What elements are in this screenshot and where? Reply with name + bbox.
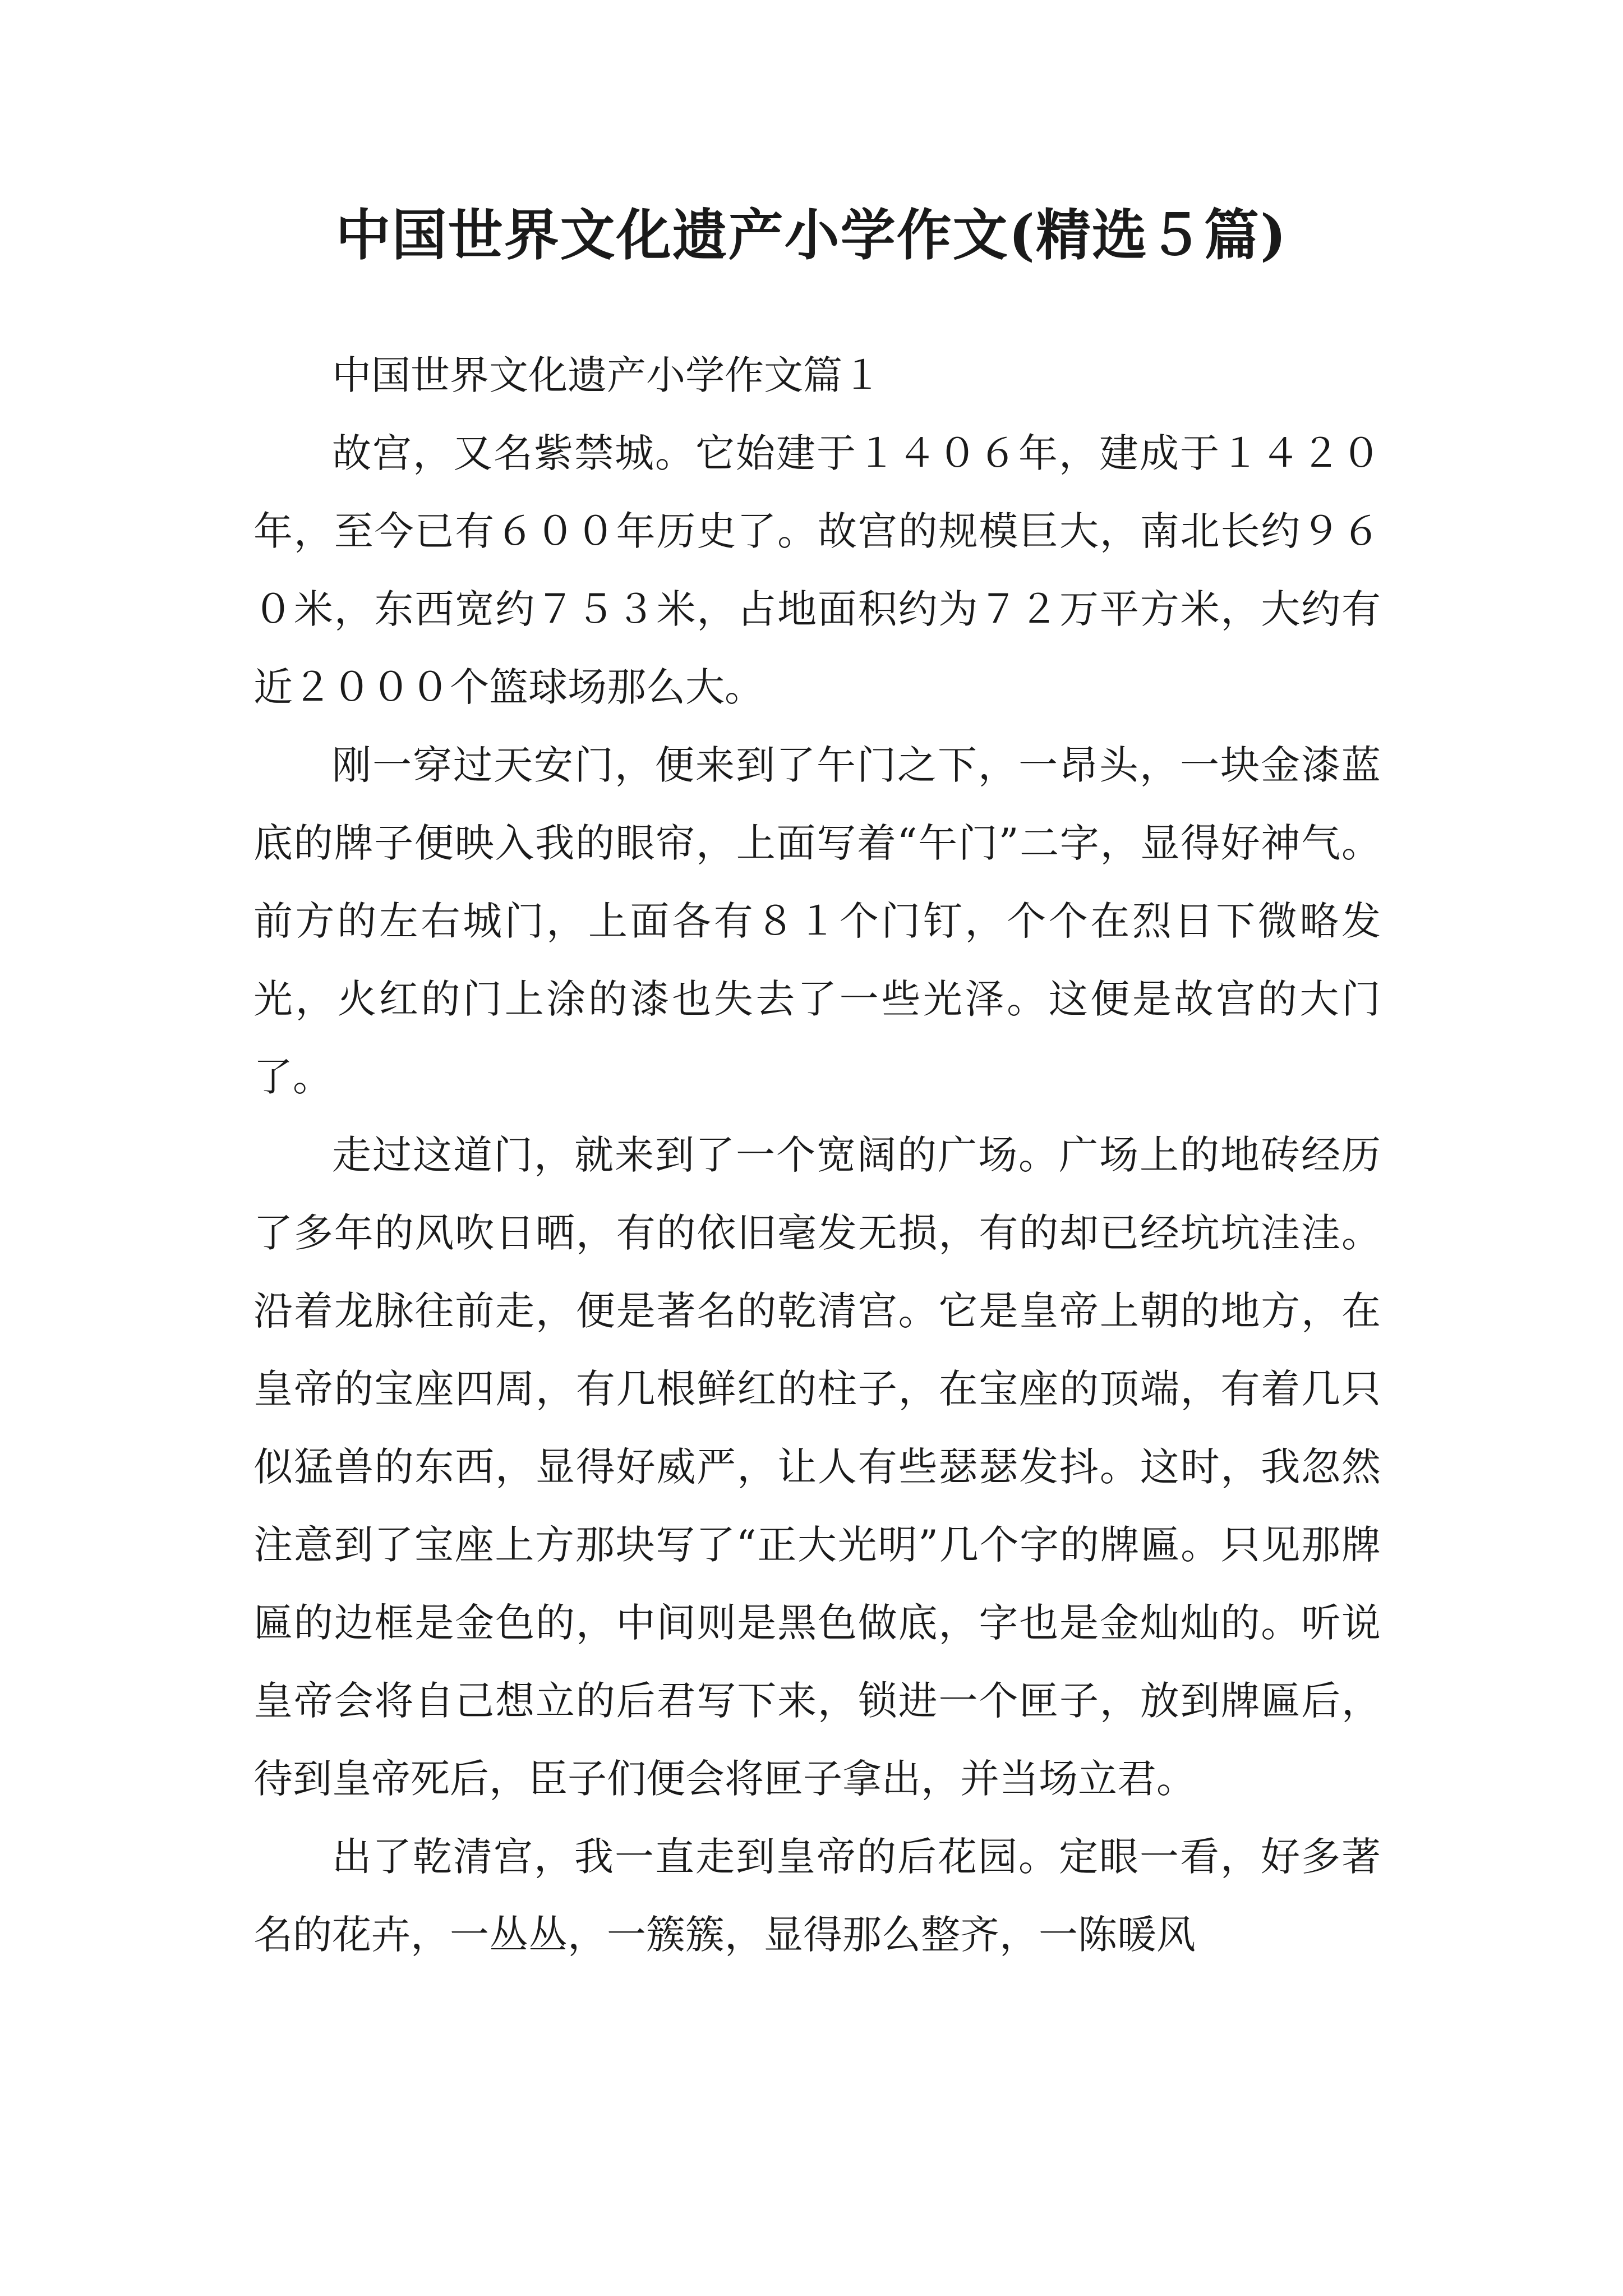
paragraph-2: 刚一穿过天安门，便来到了午门之下，一昂头，一块金漆蓝底的牌子便映入我的眼帘，上面写着“午门”二字，显得好神气。前方的左右城门，上面各有８１个门钉，个个在烈日下微略发光，火红的门上涂的漆也失去了一些光泽。这便是故宫的大门了。 — [253, 742, 1381, 1100]
paragraph-1: 故宫，又名紫禁城。它始建于１４０６年，建成于１４２０年，至今已有６００年历史了。故宫的规模巨大，南北长约９６０米，东西宽约７５３米，占地面积约为７２万平方米，大约有近２０００个篮球场那么大。 — [253, 430, 1381, 710]
document-body — [253, 337, 1381, 1974]
document-title: 中国世界文化遗产小学作文(精选５篇) — [335, 203, 1288, 268]
section-heading: 中国世界文化遗产小学作文篇１ — [332, 352, 882, 398]
paragraph-3: 走过这道门，就来到了一个宽阔的广场。广场上的地砖经历了多年的风吹日晒，有的依旧毫发无损，有的却已经坑坑洼洼。沿着龙脉往前走，便是著名的乾清宫。它是皇帝上朝的地方，在皇帝的宝座四周，有几根鲜红的柱子，在宝座的顶端，有着几只似猛兽的东西，显得好威严，让人有些瑟瑟发抖。这时，我忽然注意到了宝座上方那块写了“正大光明”几个字的牌匾。只见那牌匾的边框是金色的，中间则是黑色做底，字也是金灿灿的。听说皇帝会将自己想立的后君写下来，锁进一个匣子，放到牌匾后，待到皇帝死后，臣子们便会将匣子拿出，并当场立君。 — [253, 1132, 1381, 1802]
paragraph-4: 出了乾清宫，我一直走到皇帝的后花园。定眼一看，好多著名的花卉，一丛丛，一簇簇，显得那么整齐，一陈暖风 — [253, 1834, 1381, 1958]
